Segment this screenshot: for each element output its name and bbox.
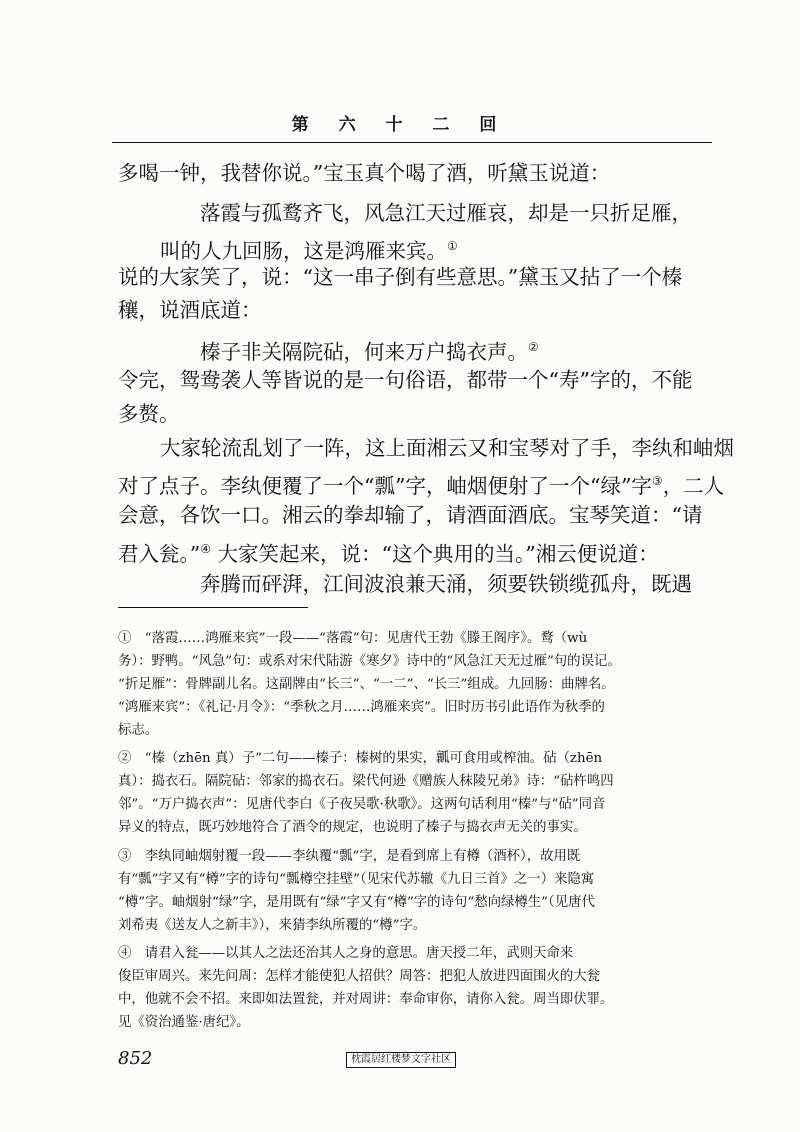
verse-text: 叫的人九回肠，这是鸿雁来宾。 bbox=[160, 239, 447, 263]
text-line: 多赘。 bbox=[118, 402, 180, 426]
footnote-1-line: “鸿雁来宾”：《礼记·月令》：“季秋之月……鸿雁来宾”。旧时历书引此语作为秋季的 bbox=[118, 700, 605, 715]
footnote-2-line: 异义的特点，既巧妙地符合了酒令的规定，也说明了榛子与捣衣声无关的事实。 bbox=[118, 820, 587, 835]
page-number: 852 bbox=[118, 1048, 153, 1069]
note-marker-1: ① bbox=[447, 239, 458, 253]
text-segment: 大家笑起来，说：“这个典用的当。”湘云便说道： bbox=[211, 542, 659, 566]
footnote-2-line: 邻”。“万户捣衣声”：见唐代李白《子夜吴歌·秋歌》。这两句话利用“榛”与“砧”同音 bbox=[118, 797, 606, 812]
text-line: 令完，鸳鸯袭人等皆说的是一句俗语，都带一个“寿”字的，不能 bbox=[118, 368, 693, 392]
footnote-rule bbox=[118, 607, 308, 608]
verse-line bbox=[200, 332, 539, 367]
note-marker-2: ② bbox=[528, 340, 539, 354]
footnote-2-line: 真）：捣衣石。隔院砧：邻家的捣衣石。梁代何逊《赠族人秣陵兄弟》诗：“砧杵鸣四 bbox=[118, 774, 614, 789]
footnote-3-line: 刘希夷《送友人之新丰》），来猜李纨所覆的“樽”字。 bbox=[118, 918, 427, 933]
note-marker-3: ③ bbox=[651, 474, 663, 488]
text-line: 多喝一钟，我替你说。”宝玉真个喝了酒，听黛玉说道： bbox=[118, 161, 611, 185]
note-marker-4: ④ bbox=[200, 542, 211, 556]
footnote-2-line: ② “榛（zhēn 真）子”二句——榛子：榛树的果实，瓤可食用或榨油。砧（zhēn bbox=[118, 751, 603, 766]
footnote-4-line: ④ 请君入瓮——以其人之法还治其人之身的意思。唐天授二年，武则天命来 bbox=[118, 946, 574, 961]
text-line bbox=[118, 534, 659, 569]
text-line bbox=[118, 466, 724, 501]
footnote-1-line: ① “落霞……鸿雁来宾”一段——“落霞”句：见唐代王勃《滕王阁序》。鹜（wù bbox=[118, 631, 588, 646]
text-segment: ，二人 bbox=[662, 474, 725, 498]
text-segment: 君入瓮。” bbox=[118, 542, 201, 566]
footnote-3-line: “樽”字。岫烟射“绿”字，是用既有“绿”字又有“樽”字的诗句“愁向绿樽生”（见唐代 bbox=[118, 895, 595, 910]
chapter-title: 第 六 十 二 回 bbox=[291, 115, 509, 135]
text-line: 会意，各饮一口。湘云的拳却输了，请酒面酒底。宝琴笑道：“请 bbox=[118, 503, 703, 527]
verse-text: 榛子非关隔院砧，何来万户捣衣声。 bbox=[200, 340, 528, 364]
footnote-4-line: 见《资治通鉴·唐纪》。 bbox=[118, 1015, 250, 1030]
text-line: 说的大家笑了，说：“这一串子倒有些意思。”黛玉又拈了一个榛 bbox=[118, 265, 683, 289]
footnote-4-line: 中，他就不会不招。来即如法置瓮，并对周讲：奉命审你，请你入瓮。周当即伏罪。 bbox=[118, 992, 614, 1007]
text-line: 穰，说酒底道： bbox=[118, 298, 262, 322]
footnote-1-line: 标志。 bbox=[118, 723, 159, 738]
verse-line: 奔腾而砰湃，江间波浪兼天涌，须要铁锁缆孤舟，既遇 bbox=[200, 572, 692, 596]
footnote-3-line: 有“瓢”字又有“樽”字的诗句“瓢樽空挂壁”（见宋代苏辙《九日三首》之一）来隐寓 bbox=[118, 872, 595, 887]
text-segment: 对了点子。李纨便覆了一个“瓢”字，岫烟便射了一个“绿”字 bbox=[118, 474, 652, 498]
footnote-1-line: “折足雁”：骨牌副儿名。这副牌由“长三”、“一二”、“长三”组成。九回肠：曲牌名。 bbox=[118, 677, 615, 692]
watermark-stamp: 枕霞居红楼梦文字社区 bbox=[346, 1052, 456, 1068]
verse-line: 落霞与孤鹜齐飞，风急江天过雁哀，却是一只折足雁， bbox=[200, 201, 692, 225]
header-rule bbox=[112, 142, 712, 143]
footnote-3-line: ③ 李纨同岫烟射覆一段——李纨覆“瓢”字，是看到席上有樽（酒杯），故用既 bbox=[118, 849, 581, 864]
footnote-4-line: 俊臣审周兴。来先问周：怎样才能使犯人招供？周答：把犯人放进四面围火的大瓮 bbox=[118, 969, 601, 984]
footnote-1-line: 务）：野鸭。“风急”句：或系对宋代陆游《寒夕》诗中的“风急江天无过雁”句的误记。 bbox=[118, 654, 621, 669]
text-line: 大家轮流乱划了一阵，这上面湘云又和宝琴对了手，李纨和岫烟 bbox=[160, 436, 734, 460]
verse-line bbox=[160, 231, 458, 266]
